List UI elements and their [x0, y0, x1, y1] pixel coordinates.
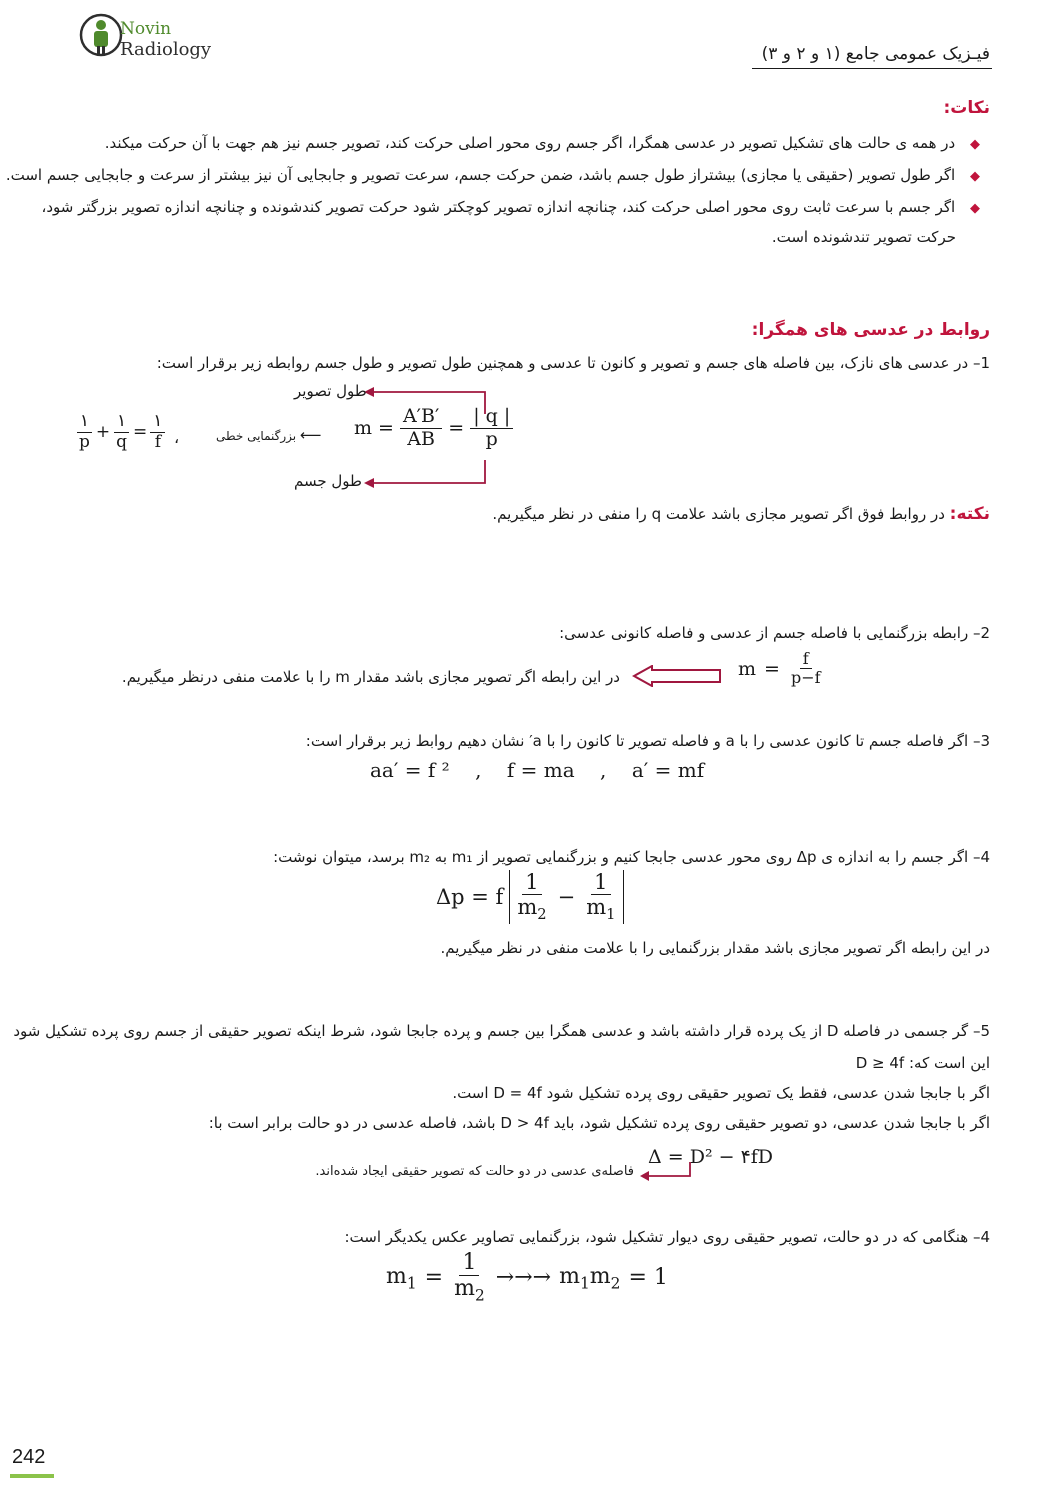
relations-heading: روابط در عدسی های همگرا:: [751, 320, 990, 340]
relation-2-formula: m = $\frac{f}{p-f}$: [738, 649, 821, 688]
note-item-3-cont: حرکت تصویر تندشونده است.: [771, 228, 956, 246]
page-number-underline: [10, 1474, 54, 1478]
relation-1-text: 1– در عدسی های نازک، بین فاصله های جسم و تصویر و کانون تا عدسی و همچنین طول تصویر و طول جسم روابطه زیر برقرار است:: [156, 354, 990, 372]
bullet-diamond-icon: ◆: [970, 137, 980, 152]
double-arrow-left-icon: [632, 665, 722, 687]
note-virtual-image: نکته: در روابط فوق اگر تصویر مجازی باشد علامت q را منفی در نظر میگیریم.: [492, 504, 990, 524]
relation-5-line1: 5– گر جسمی در فاصله D از یک پرده قرار داشته باشد و عدسی همگرا بین جسم و پرده جابجا شود، شرط اینکه تصویر حقیقی از جسم روی پرده تشکیل شود: [13, 1022, 990, 1040]
relation-3-formula: aa′ = f ² , f = ma , a′ = mf: [370, 758, 705, 782]
relation-2-text: 2– رابطه بزرگنمایی با فاصله جسم از عدسی و فاصله کانونی عدسی:: [559, 624, 990, 642]
header-underline: [752, 68, 992, 69]
relation-4-formula: Δp = f $\frac{1}{m_2}$ − $\frac{1}{m_1}$: [436, 870, 624, 924]
relation-6-formula: $m_1$ = $\frac{1}{m_2}$ →→→ $m_1m_2$ = 1: [386, 1250, 668, 1305]
magnification-label-group: بزرگنمایی خطی ⟵: [216, 426, 322, 444]
note-item-2: ◆ اگر طول تصویر (حقیقی یا مجازی) بیشتراز طول جسم باشد، ضمن حرکت جسم، سرعت تصویر و جابجایی آن نیز بیشتر از سرعت و جابجایی جسم است.: [5, 166, 980, 184]
logo-line2: Radiology: [120, 39, 212, 60]
lens-formula: $\frac{۱}{p}$ + $\frac{۱}{q}$ = $\frac{۱}{f}$: [76, 412, 165, 452]
relation-5-line2: این است که: D ≥ 4f: [855, 1054, 990, 1072]
relation-6-text: 4– هنگامی که در دو حالت، تصویر حقیقی روی دیوار تشکیل شود، بزرگنمایی تصاویر عکس یکدیگر است:: [344, 1228, 990, 1246]
arrow-left-icon: ⟵: [299, 426, 322, 444]
relation-4-caption: در این رابطه اگر تصویر مجازی باشد مقدار بزرگنمایی را با علامت منفی در نظر میگیریم.: [440, 939, 990, 957]
relation-5-line4: اگر با جابجا شدن عدسی، دو تصویر حقیقی روی پرده تشکیل شود، باید D > 4f باشد، فاصله عدسی در دو حالت برابر است با:: [208, 1114, 990, 1132]
relation-5-arrow: [636, 1160, 696, 1186]
bullet-diamond-icon: ◆: [970, 169, 980, 184]
notes-heading: نکات:: [943, 98, 990, 118]
page-number: 242: [12, 1446, 46, 1468]
bullet-diamond-icon: ◆: [970, 201, 980, 216]
note-item-3: ◆ اگر جسم با سرعت ثابت روی محور اصلی حرکت کند، چنانچه اندازه تصویر کوچکتر شود حرکت تصویر کندشونده و چنانچه اندازه تصویر بزرگتر شود،: [41, 198, 980, 216]
magnification-formula: m = $\frac{A'B'}{AB}$ = $\frac{| q |}{p}$: [354, 406, 513, 451]
relation-2-caption: در این رابطه اگر تصویر مجازی باشد مقدار m را با علامت منفی درنظر میگیریم.: [121, 668, 620, 686]
label-image-length: طول تصویر: [294, 382, 367, 400]
note-item-1: ◆ در همه ی حالت های تشکیل تصویر در عدسی همگرا، اگر جسم روی محور اصلی حرکت کند، تصویر جسم نیز هم جهت با آن حرکت میکند.: [104, 134, 980, 152]
logo: [78, 10, 218, 62]
relation-5-formula: Δ = D² − ۴fD: [648, 1146, 774, 1168]
relation-5-line3: اگر با جابجا شدن عدسی، فقط یک تصویر حقیقی روی پرده تشکیل شود D = 4f است.: [452, 1084, 990, 1102]
label-object-length: طول جسم: [294, 472, 362, 490]
relation-4-text: 4– اگر جسم را به اندازه ی Δp روی محور عدسی جابجا کنیم و بزرگنمایی تصویر از m₁ به m₂ برسد، میتوان نوشت:: [273, 848, 990, 866]
relation-5-caption: فاصله‌ی عدسی در دو حالت که تصویر حقیقی ایجاد شده‌اند.: [315, 1164, 634, 1179]
logo-emblem-icon: [78, 10, 124, 60]
relation-3-text: 3– اگر فاصله جسم تا کانون عدسی را با a و فاصله تصویر تا کانون را با a′ نشان دهیم روابط زیر برقرار است:: [305, 732, 990, 750]
book-title: فیـزیک عمومی جامع (۱ و ۲ و ۳): [761, 44, 990, 64]
lens-comma: ،: [174, 428, 180, 447]
logo-line1: Novin: [120, 19, 172, 39]
